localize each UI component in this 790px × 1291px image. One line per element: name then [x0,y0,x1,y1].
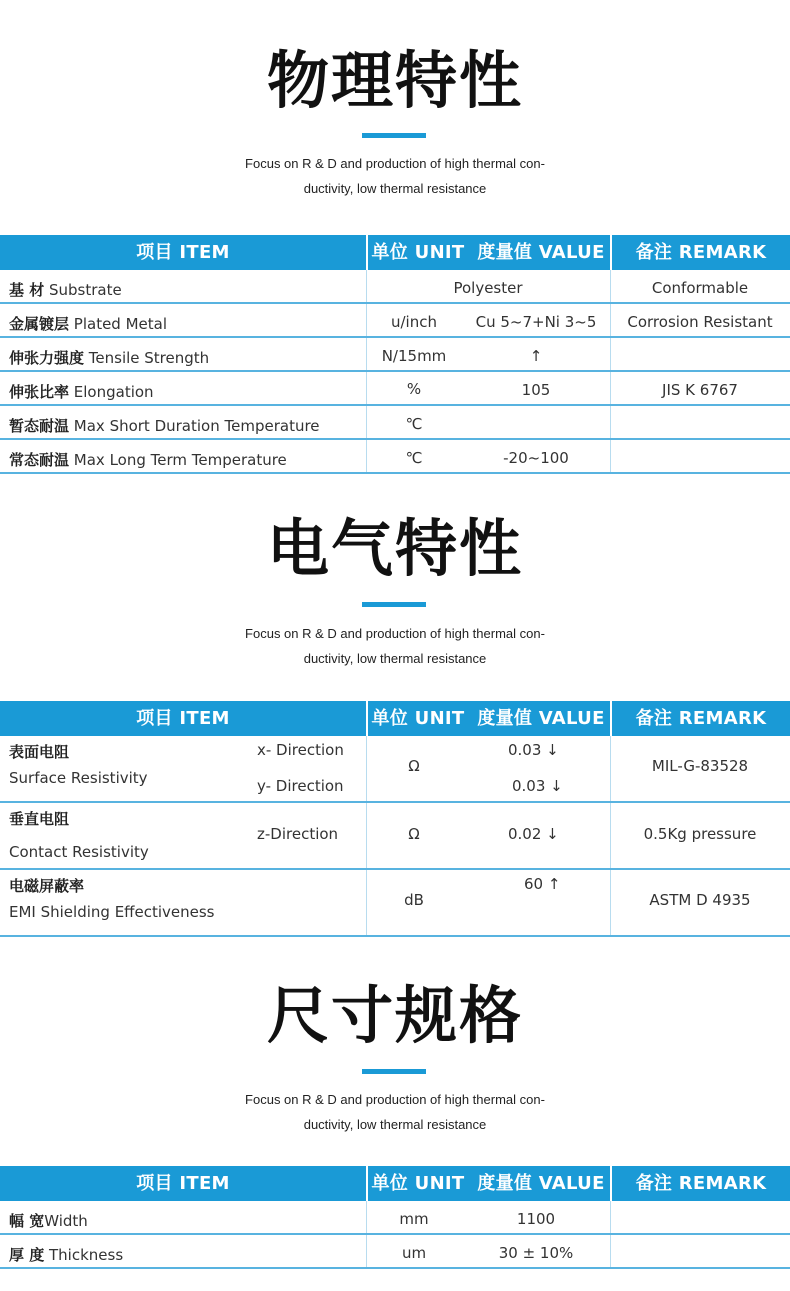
table-row [0,406,790,440]
table-row [0,736,790,803]
row-label-zh: 表面电阻 [9,743,70,761]
electrical-tagline [0,621,790,671]
dimensions-tagline [0,1087,790,1137]
row-unit: u/inch [391,313,437,331]
row-label: 基 材 Substrate [9,281,122,299]
row-label: 金属镀层 Plated Metal [9,315,167,333]
table-row [0,803,790,870]
row-label: 常态耐温 Max Long Term Temperature [9,451,287,469]
table-row [0,304,790,338]
row-value: 1100 [516,1210,556,1228]
row-unit: ℃ [405,449,423,467]
row-unit: um [401,1244,427,1262]
header-item: 项目 ITEM [136,242,230,263]
row-label: 幅 宽Width [9,1212,88,1230]
row-value: Cu 5~7+Ni 3~5 [475,313,597,331]
row-value: 30 ± 10% [498,1244,574,1262]
row-unit: mm [399,1210,429,1228]
row-label: 厚 度 Thickness [9,1246,124,1264]
row-unit: ℃ [405,415,423,433]
row-label: 暂态耐温 Max Short Duration Temperature [9,417,320,435]
header-unit: 单位 UNIT [371,708,465,729]
row-value: 105 [521,381,551,399]
row-unit: Ω [408,757,420,775]
physical-accent-bar [362,133,426,138]
dimensions-accent-bar [362,1069,426,1074]
electrical-table-header [0,701,790,736]
tagline-line-2: ductivity, low thermal resistance [303,651,487,666]
header-unit: 单位 UNIT [371,1173,465,1194]
table-row [0,1235,790,1269]
header-value: 度量值 VALUE [477,242,605,263]
physical-tagline [0,151,790,201]
electrical-accent-bar [362,602,426,607]
row-remark: ASTM D 4935 [649,891,751,909]
header-remark: 备注 REMARK [635,242,767,263]
row-value: 0.02 ↓ [508,825,559,843]
header-value: 度量值 VALUE [477,1173,605,1194]
tagline-line-1: Focus on R & D and production of high thermal con- [245,1092,545,1107]
electrical-title: 电气特性 [266,512,523,585]
header-item: 项目 ITEM [136,1173,230,1194]
dimensions-title: 尺寸规格 [266,979,523,1052]
row-remark: JIS K 6767 [662,381,738,399]
tagline-line-2: ductivity, low thermal resistance [303,1117,487,1132]
row-value: 60 ↑ [524,875,561,893]
physical-title: 物理特性 [266,44,523,117]
table-row [0,372,790,406]
row-remark: 0.5Kg pressure [643,825,757,843]
tagline-line-1: Focus on R & D and production of high thermal con- [245,156,545,171]
row-value: ↑ [529,347,543,365]
tagline-line-2: ductivity, low thermal resistance [303,181,487,196]
row-unit: N/15mm [381,347,447,365]
row-label-en: Contact Resistivity [9,843,149,861]
row-remark: MIL-G-83528 [651,757,749,775]
row-direction: y- Direction [257,777,344,795]
physical-table-header [0,235,790,270]
header-item: 项目 ITEM [136,708,230,729]
header-unit: 单位 UNIT [371,242,465,263]
table-row [0,870,790,937]
row-value: -20~100 [503,449,569,467]
row-value: 0.03 ↓ [508,741,559,759]
row-unit: dB [404,891,424,909]
row-unit: % [406,380,422,398]
table-row [0,338,790,372]
row-direction: z-Direction [257,825,339,843]
dimensions-table-header [0,1166,790,1201]
row-label-zh: 垂直电阻 [9,810,70,828]
tagline-line-1: Focus on R & D and production of high thermal con- [245,626,545,641]
row-remark: Conformable [651,279,749,297]
table-row [0,1201,790,1235]
row-remark: Corrosion Resistant [627,313,773,331]
table-row [0,440,790,474]
row-label-zh: 电磁屏蔽率 [9,877,85,895]
row-label: 伸张力强度 Tensile Strength [9,349,210,367]
row-label-en: EMI Shielding Effectiveness [9,903,215,921]
row-label: 伸张比率 Elongation [9,383,154,401]
row-label-en: Surface Resistivity [9,769,148,787]
row-direction: x- Direction [257,741,344,759]
row-value: Polyester [453,279,523,297]
row-value: 0.03 ↓ [512,777,563,795]
row-unit: Ω [408,825,420,843]
table-row [0,270,790,304]
header-remark: 备注 REMARK [635,1173,767,1194]
header-remark: 备注 REMARK [635,708,767,729]
header-value: 度量值 VALUE [477,708,605,729]
